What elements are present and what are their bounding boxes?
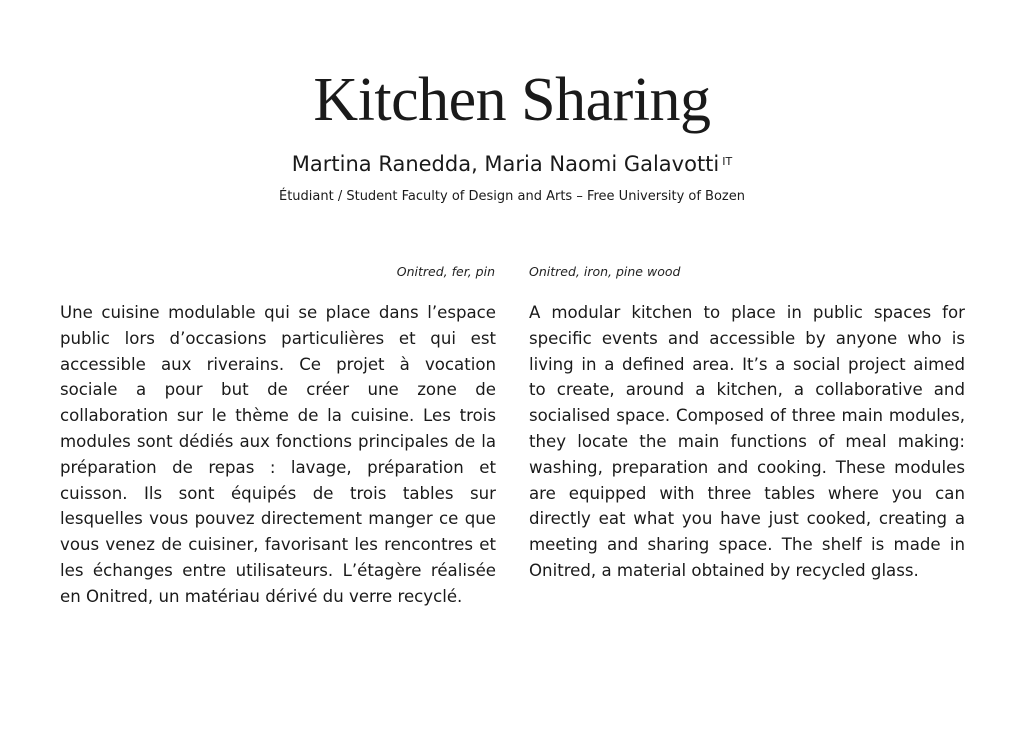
country-code: IT	[722, 155, 733, 168]
body-text-english: A modular kitchen to place in public spaces for specific events and accessible by anyone who is living in a defined area. It’s a social project aimed to create, around a kitchen, a collaborative and socialised space. Composed of three main modules, they locate the main functions of meal making: washing, preparation and cooking. These modules are equipped with three tables where you can directly eat what you have just cooked, creating a meeting and sharing space. The shelf is made in Onitred, a material obtained by recycled glass.	[529, 303, 965, 580]
affiliation-line: Étudiant / Student Faculty of Design and Arts – Free University of Bozen	[278, 189, 745, 204]
body-text-french: Une cuisine modulable qui se place dans l’espace public lors d’occasions particulières et qui est accessible aux riverains. Ce projet à vocation sociale a pour but de créer une zone de collaboration sur le thème de la cuisine. Les trois modules sont dédiés aux fonctions principales de la préparation de repas : lavage, préparation et cuisson. Ils sont équipés de trois tables sur lesquelles vous pouvez directement manger ce que vous venez de cuisiner, favorisant les rencontres et les échanges entre utilisateurs. L’étagère réalisée en Onitred, un matériau dérivé du verre recyclé.	[60, 303, 496, 606]
page-title: Kitchen Sharing	[313, 66, 711, 134]
author-names: Martina Ranedda, Maria Naomi Galavotti	[291, 152, 720, 176]
material-caption-english: Onitred, iron, pine wood	[529, 264, 681, 279]
material-caption-french: Onitred, fer, pin	[396, 264, 495, 279]
author-line	[0, 150, 1024, 178]
